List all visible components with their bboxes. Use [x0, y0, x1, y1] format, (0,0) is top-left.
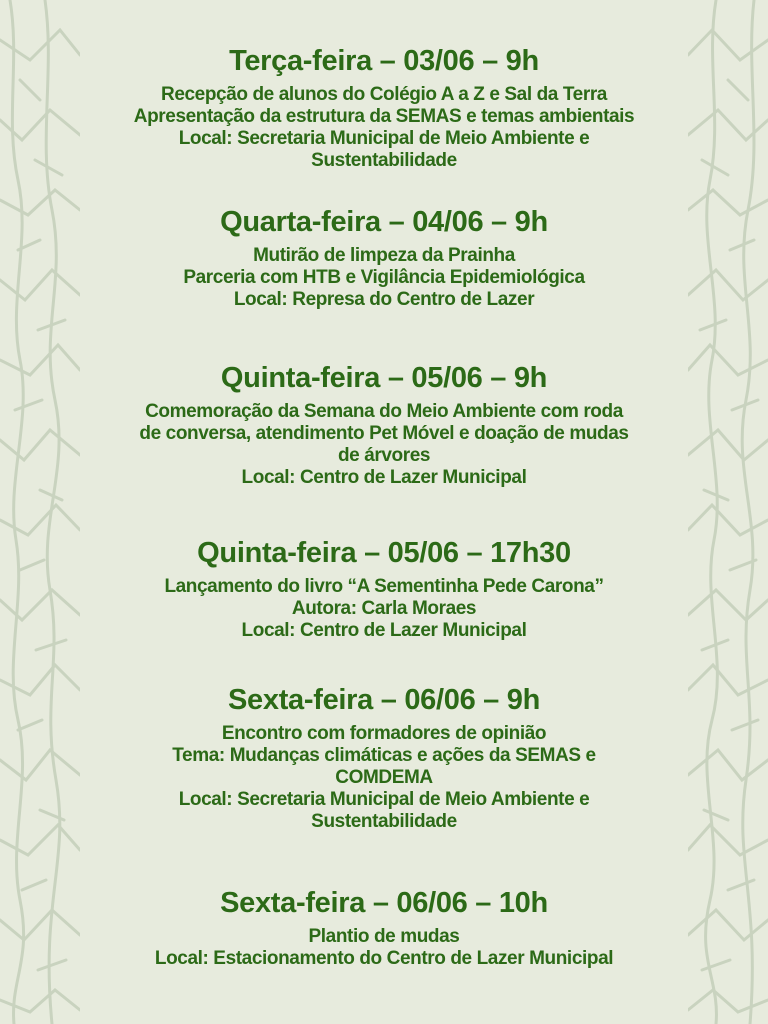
event-line: Autora: Carla Moraes — [291, 598, 477, 619]
event-line: Apresentação da estrutura da SEMAS e temas ambientais — [133, 106, 635, 127]
event-thursday-17h30 — [80, 536, 688, 642]
event-line: Parceria com HTB e Vigilância Epidemiológica — [183, 267, 585, 288]
event-location: Local: Estacionamento do Centro de Lazer Municipal — [154, 948, 614, 969]
event-title: Sexta-feira – 06/06 – 9h — [228, 684, 540, 716]
event-location: Local: Secretaria Municipal de Meio Ambiente e — [178, 128, 590, 149]
right-leaf-pattern — [688, 0, 768, 1024]
event-location: Sustentabilidade — [311, 811, 457, 832]
event-thursday-9h — [80, 361, 688, 489]
event-title: Quinta-feira – 05/06 – 17h30 — [197, 537, 571, 569]
leaf-vein-pattern-icon — [0, 0, 80, 1024]
event-line: de conversa, atendimento Pet Móvel e doação de mudas — [139, 423, 629, 444]
schedule-content — [80, 0, 688, 1024]
event-title: Terça-feira – 03/06 – 9h — [229, 45, 539, 77]
event-line: Lançamento do livro “A Sementinha Pede Carona” — [164, 576, 604, 597]
event-line: Plantio de mudas — [308, 926, 460, 947]
leaf-vein-pattern-icon — [688, 0, 768, 1024]
event-title: Quinta-feira – 05/06 – 9h — [220, 362, 548, 394]
event-location: Local: Centro de Lazer Municipal — [241, 620, 527, 641]
event-line: Recepção de alunos do Colégio A a Z e Sal da Terra — [161, 84, 607, 105]
event-location: Local: Centro de Lazer Municipal — [241, 467, 527, 488]
event-line: COMDEMA — [335, 767, 433, 788]
left-leaf-pattern — [0, 0, 80, 1024]
event-title: Quarta-feira – 04/06 – 9h — [220, 206, 548, 238]
event-location: Sustentabilidade — [311, 150, 457, 171]
event-tuesday-9h — [80, 44, 688, 172]
event-friday-9h — [80, 683, 688, 833]
event-friday-10h — [80, 886, 688, 970]
event-location: Local: Represa do Centro de Lazer — [233, 289, 535, 310]
event-line: Tema: Mudanças climáticas e ações da SEMAS e — [172, 745, 596, 766]
event-line: Mutirão de limpeza da Prainha — [253, 245, 515, 266]
event-line: Comemoração da Semana do Meio Ambiente com roda — [145, 401, 623, 422]
event-title: Sexta-feira – 06/06 – 10h — [220, 887, 548, 919]
event-location: Local: Secretaria Municipal de Meio Ambiente e — [178, 789, 590, 810]
event-line: de árvores — [337, 445, 431, 466]
event-line: Encontro com formadores de opinião — [221, 723, 547, 744]
event-wednesday-9h — [80, 205, 688, 311]
